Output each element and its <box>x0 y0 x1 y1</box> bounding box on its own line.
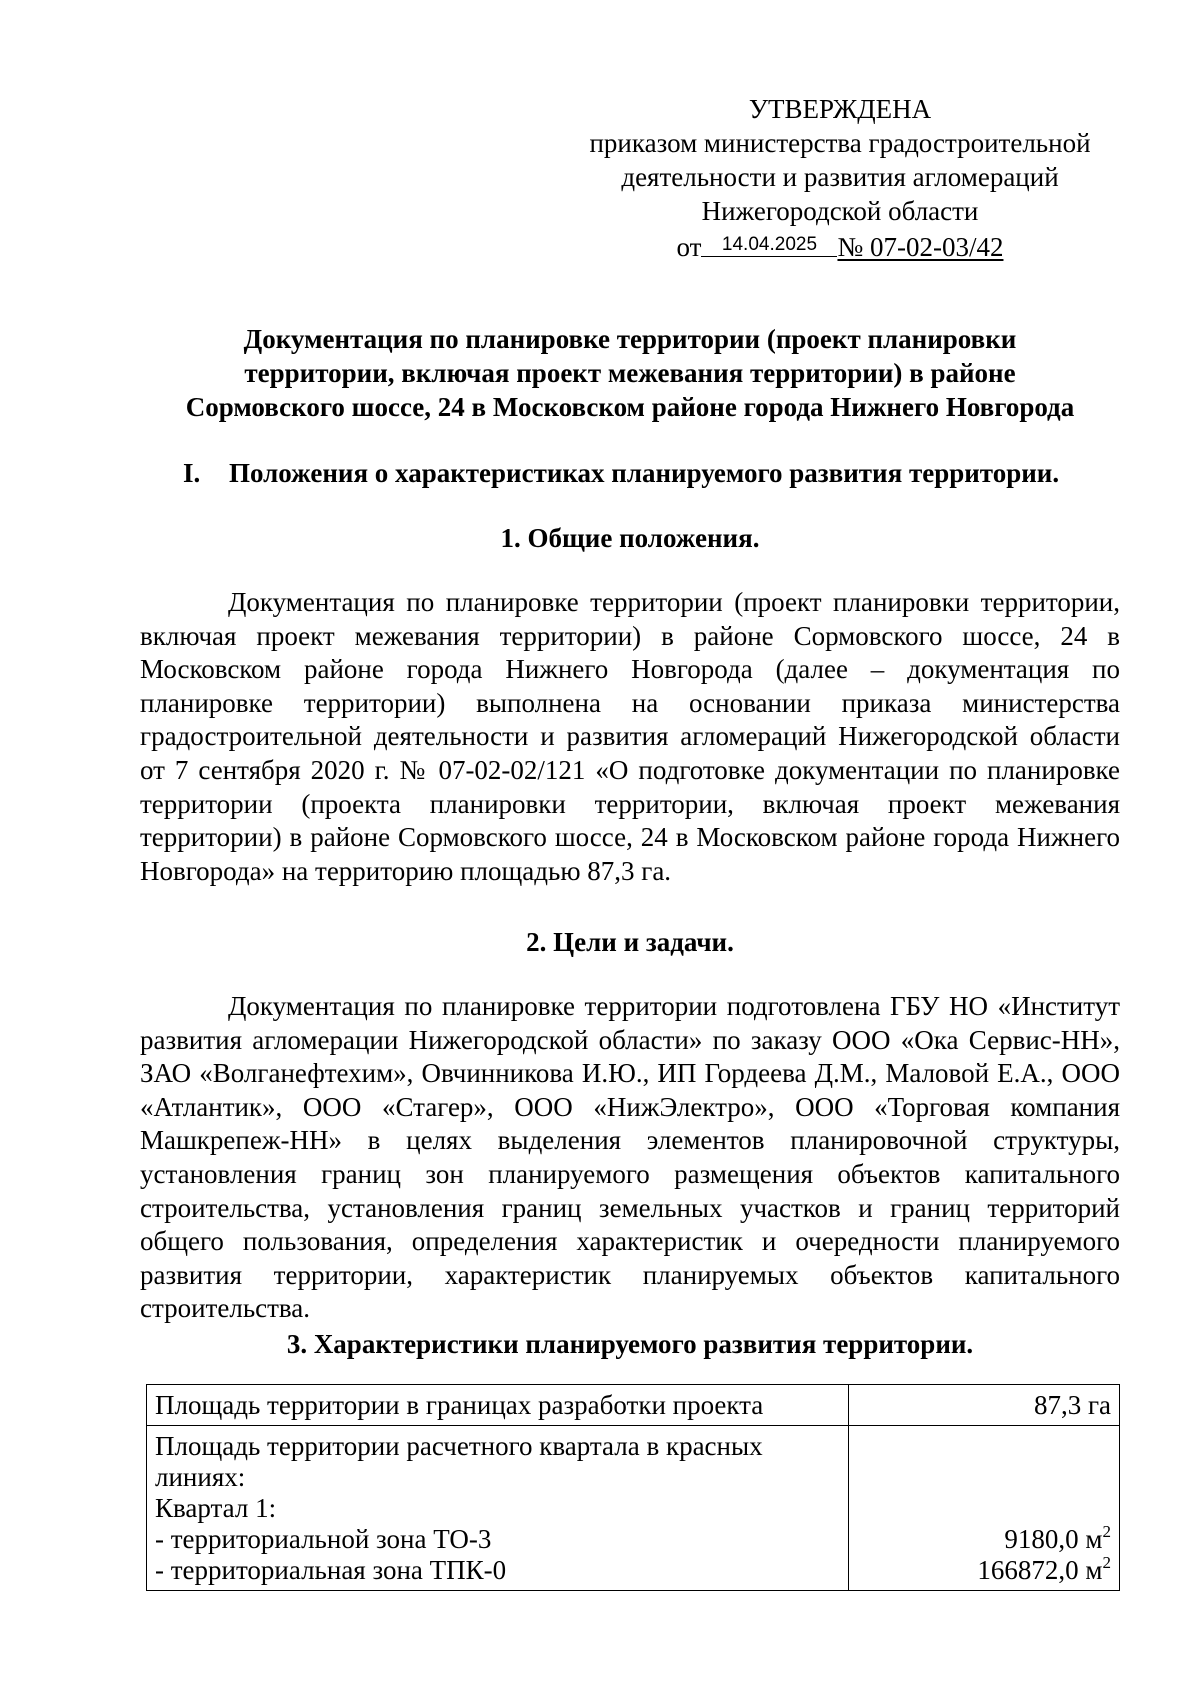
section-heading <box>183 456 1143 490</box>
title-line: Документация по планировке территории (проект планировки <box>243 324 1017 354</box>
title-line: Сормовского шоссе, 24 в Московском районе города Нижнего Новгорода <box>185 392 1075 422</box>
table-row <box>147 1385 1120 1426</box>
cell-text-line: Площадь территории расчетного квартала в красных <box>155 1431 763 1461</box>
from-label: от <box>676 232 702 262</box>
document-title <box>140 322 1120 424</box>
order-reference <box>560 230 1120 264</box>
approval-authority-line: деятельности и развития агломераций <box>621 162 1059 192</box>
table-cell-label <box>147 1426 849 1591</box>
order-date: 14.04.2025 <box>701 234 837 257</box>
area-number: 166872,0 м <box>977 1555 1103 1585</box>
section-title: Положения о характеристиках планируемого развития территории. <box>229 458 1060 488</box>
table-cell-label: Площадь территории в границах разработки проекта <box>147 1385 849 1426</box>
approval-stamp <box>560 92 1120 264</box>
subsection-heading-goals: 2. Цели и задачи. <box>526 927 734 957</box>
area-value <box>857 1555 1111 1586</box>
characteristics-table <box>146 1384 1120 1591</box>
area-number: 9180,0 м <box>1004 1524 1103 1554</box>
goals-paragraph: Документация по планировке территории подготовлена ГБУ НО «Институт развития агломерации Нижегородской области» по заказу ООО «Ока Сервис-НН», ЗАО «Волганефтехим», Овчинникова И.Ю., ИП Гордеева Д.М., Маловой Е.А., ООО «Атлантик», ООО «Стагер», ООО «НижЭлектро», ООО «Торговая компания Машкрепеж-НН» в целях выделения элементов планировочной структуры, установления границ зон планируемого размещения объектов капитального строительства, установления границ земельных участков и границ территорий общего пользования, определения характеристик и очередности планируемого развития территории, характеристик планируемых объектов капитального строительства. <box>140 991 1120 1324</box>
title-line: территории, включая проект межевания территории) в районе <box>244 358 1016 388</box>
cell-spacer <box>857 1431 1111 1524</box>
table-cell-value <box>849 1426 1120 1591</box>
cell-text-line: - территориальной зона ТО-3 <box>155 1524 492 1554</box>
cell-text-line: Квартал 1: <box>155 1493 277 1523</box>
subsection-heading-characteristics: 3. Характеристики планируемого развития территории. <box>286 1329 974 1359</box>
area-value <box>857 1524 1111 1555</box>
approval-authority-line: Нижегородской области <box>701 196 979 226</box>
cell-text-line: линиях: <box>155 1462 246 1492</box>
general-provisions-paragraph: Документация по планировке территории (проект планировки территории, включая проект межевания территории) в районе Сормовского шоссе, 24 в Московском районе города Нижнего Новгорода (далее – документация по планировке территории) выполнена на основании приказа министерства градостроительной деятельности и развития агломераций Нижегородской области от 7 сентября 2020 г. № 07-02-02/121 «О подготовке документации по планировке территории (проекта планировки территории, включая проект межевания территории) в районе Сормовского шоссе, 24 в Московском районе города Нижнего Новгорода» на территорию площадью 87,3 га. <box>140 587 1120 886</box>
table-cell-value: 87,3 га <box>849 1385 1120 1426</box>
square-exponent: 2 <box>1102 1553 1111 1572</box>
order-number: № 07-02-03/42 <box>837 232 1004 262</box>
approval-authority-line: приказом министерства градостроительной <box>589 128 1091 158</box>
section-number: I. <box>183 458 201 488</box>
cell-text-line: - территориальная зона ТПК-0 <box>155 1555 507 1585</box>
subsection-heading-general: 1. Общие положения. <box>500 523 760 553</box>
table-row <box>147 1426 1120 1591</box>
square-exponent: 2 <box>1102 1522 1111 1541</box>
approval-status: УТВЕРЖДЕНА <box>748 94 932 124</box>
